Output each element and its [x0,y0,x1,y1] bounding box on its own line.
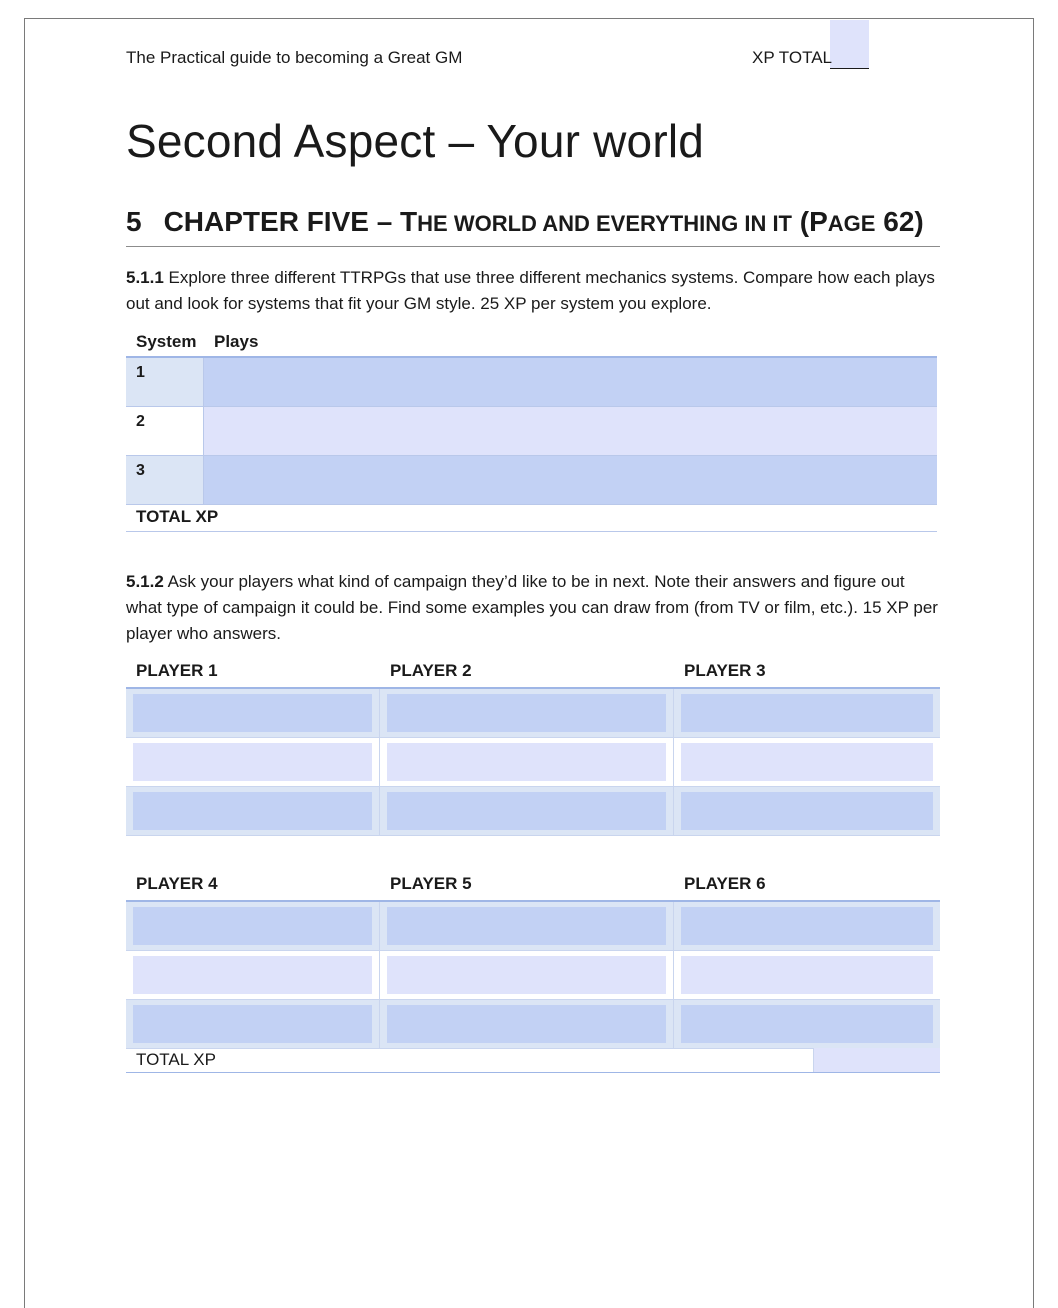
row-number: 1 [126,358,204,406]
player-5-answer-field[interactable] [387,1005,666,1043]
table-row [126,456,937,505]
table-row [126,738,940,787]
player-5-answer-field[interactable] [387,907,666,945]
systems-total-xp: TOTAL XP [126,505,937,532]
chapter-heading: 5 CHAPTER FIVE – THE WORLD AND EVERYTHING IN IT (PAGE 62) [126,206,940,247]
player-1-header: PLAYER 1 [136,661,218,680]
table-row [126,689,940,738]
row-number: 3 [126,456,204,504]
player-2-header: PLAYER 2 [390,661,472,680]
player-3-answer-field[interactable] [681,694,933,732]
page-title: Second Aspect – Your world [126,115,705,167]
player-6-answer-field[interactable] [681,907,933,945]
player-5-header: PLAYER 5 [390,874,472,893]
running-header-title: The Practical guide to becoming a Great GM [126,48,463,67]
player-6-answer-field[interactable] [681,1005,933,1043]
task-5-1-1-description: 5.1.1 Explore three different TTRPGs that use three different mechanics systems. Compare how each plays out and look for systems that fit your GM style. 25 XP per system you explore. [126,268,935,313]
players-total-xp-field[interactable] [813,1048,940,1072]
player-2-answer-field[interactable] [387,792,666,830]
player-3-header: PLAYER 3 [684,661,766,680]
systems-table [126,332,937,532]
player-3-answer-field[interactable] [681,792,933,830]
player-5-answer-field[interactable] [387,956,666,994]
player-4-answer-field[interactable] [133,907,372,945]
player-2-answer-field[interactable] [387,743,666,781]
player-2-answer-field[interactable] [387,694,666,732]
table-row [126,1000,940,1049]
column-plays: Plays [214,332,259,351]
systems-table-header [126,332,937,358]
xp-total-label: XP TOTAL [752,48,833,67]
players-grid-4-6 [126,874,940,1049]
xp-total-field[interactable] [830,20,869,69]
plays-input[interactable] [204,358,937,406]
players-grid-1-3 [126,661,940,836]
player-6-answer-field[interactable] [681,956,933,994]
column-system: System [136,332,197,351]
players-total-xp-row [126,1048,940,1073]
table-row [126,951,940,1000]
players-total-xp-label: TOTAL XP [136,1050,216,1069]
plays-input[interactable] [204,407,937,455]
player-1-answer-field[interactable] [133,792,372,830]
table-row [126,902,940,951]
player-4-answer-field[interactable] [133,956,372,994]
players-grid-header [126,661,940,689]
player-4-header: PLAYER 4 [136,874,218,893]
player-3-answer-field[interactable] [681,743,933,781]
player-6-header: PLAYER 6 [684,874,766,893]
players-grid-header [126,874,940,902]
player-1-answer-field[interactable] [133,694,372,732]
player-1-answer-field[interactable] [133,743,372,781]
table-row [126,358,937,407]
player-4-answer-field[interactable] [133,1005,372,1043]
table-row [126,787,940,836]
table-row [126,407,937,456]
task-5-1-2-description: 5.1.2 Ask your players what kind of campaign they’d like to be in next. Note their answers and figure out what type of campaign it could be. Find some examples you can draw from (from TV or film, etc.). 15 XP per player who answers. [126,572,938,643]
plays-input[interactable] [204,456,937,504]
row-number: 2 [126,407,204,455]
